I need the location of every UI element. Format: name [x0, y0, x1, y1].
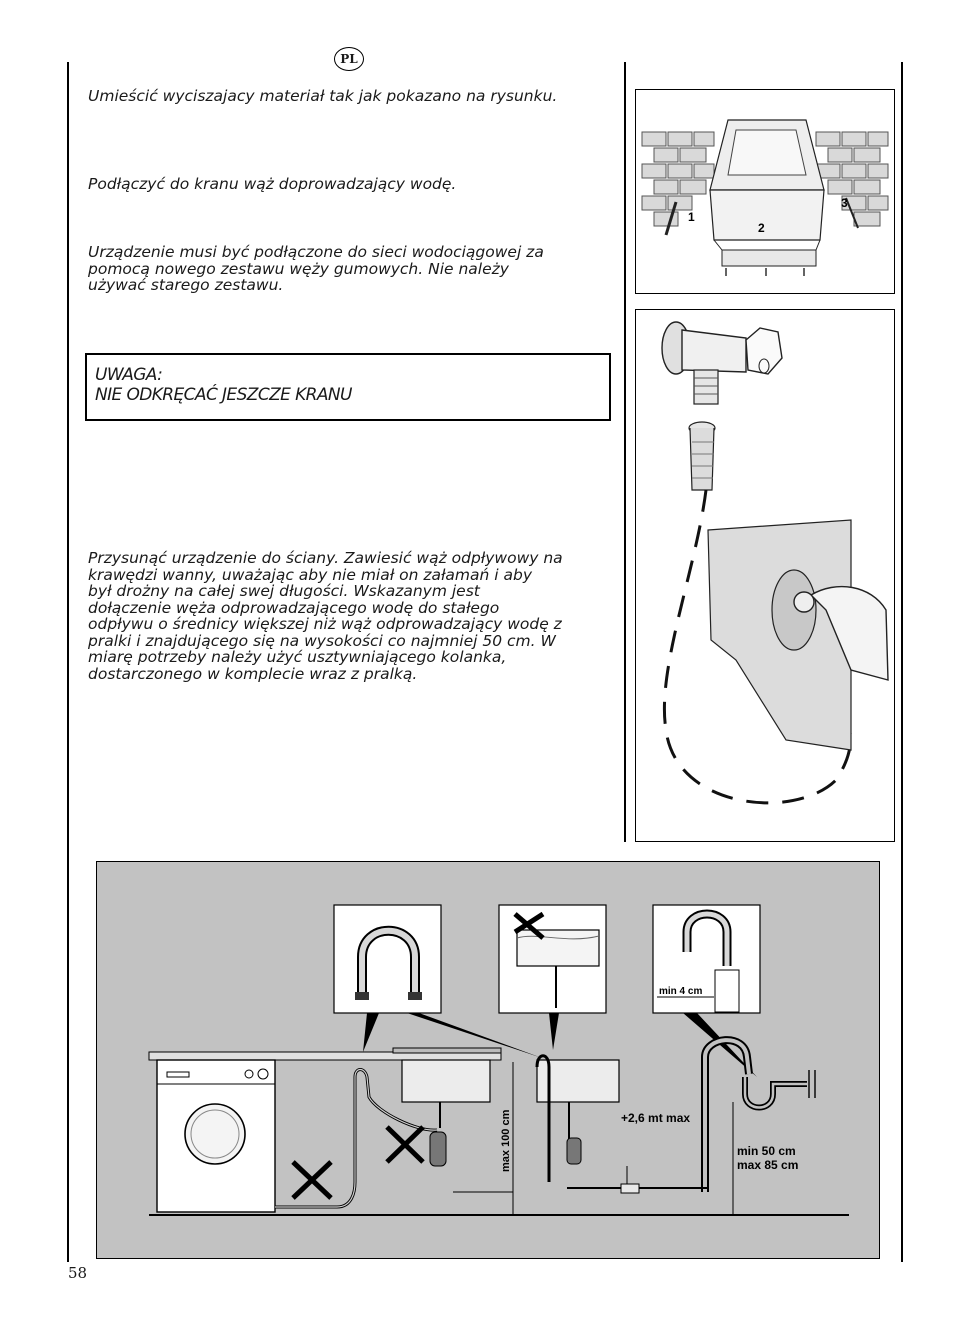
inlet-hose-illustration — [636, 310, 894, 841]
text-line: dołączenie węża odprowadzającego wodę do stałego — [88, 598, 500, 617]
language-badge: PL — [334, 47, 364, 71]
text-line: krawędzi wanny, uważając aby nie miał on załamań i aby — [88, 565, 533, 584]
paragraph-drain — [88, 550, 618, 682]
inset-hose-curve — [334, 905, 441, 1013]
column-divider-rule — [624, 62, 626, 842]
label-extension: +2,6 mt max — [621, 1111, 691, 1125]
step-1-label: 1 — [688, 210, 695, 224]
figure-inlet-hose — [635, 309, 895, 842]
figure-drain-options — [96, 861, 880, 1259]
right-margin-rule — [901, 62, 903, 1262]
text-line: pralki i znajdującego się na wysokości co najmniej 50 cm. W — [88, 631, 556, 650]
text-line: Przysunąć urządzenie do ściany. Zawiesić wąż odpływowy na — [88, 549, 563, 567]
page-number: 58 — [68, 1264, 88, 1282]
paragraph-water-supply — [88, 244, 613, 294]
text-line: pomocą nowego zestawu węży gumowych. Nie należy — [88, 259, 509, 278]
text-line: używać starego zestawu. — [88, 276, 284, 294]
step-2-label: 2 — [758, 221, 765, 235]
paragraph-silencer: Umieścić wyciszajacy materiał tak jak pokazano na rysunku. — [88, 87, 558, 105]
warning-box — [85, 353, 611, 421]
label-min-50cm: min 50 cm — [737, 1144, 796, 1158]
step-3-label: 3 — [841, 196, 848, 210]
warning-text: NIE ODKRĘCAĆ JESZCZE KRANU — [95, 385, 352, 405]
label-min-4cm: min 4 cm — [659, 986, 703, 997]
label-max-85cm: max 85 cm — [737, 1158, 799, 1172]
drain-options-illustration — [97, 862, 879, 1258]
text-line: miarę potrzeby należy użyć usztywniającego kolanka, — [88, 648, 507, 666]
transport-bolts-illustration — [636, 90, 894, 293]
text-line: Urządzenie musi być podłączone do sieci wodociągowej za — [88, 243, 544, 261]
text-line: dostarczonego w komplecie wraz z pralką. — [88, 664, 418, 683]
paragraph-inlet-hose: Podłączyć do kranu wąż doprowadzający wodę. — [88, 175, 457, 193]
text-line: był drożny na całej swej długości. Wskazanym jest — [88, 582, 480, 600]
left-margin-rule — [67, 62, 69, 1262]
figure-transport-bolts — [635, 89, 895, 294]
warning-title: UWAGA: — [95, 365, 163, 385]
text-line: odpływu o średnicy większej niż wąż odprowadzający wodę z — [88, 615, 562, 633]
label-max-100cm: max 100 cm — [500, 1109, 512, 1172]
